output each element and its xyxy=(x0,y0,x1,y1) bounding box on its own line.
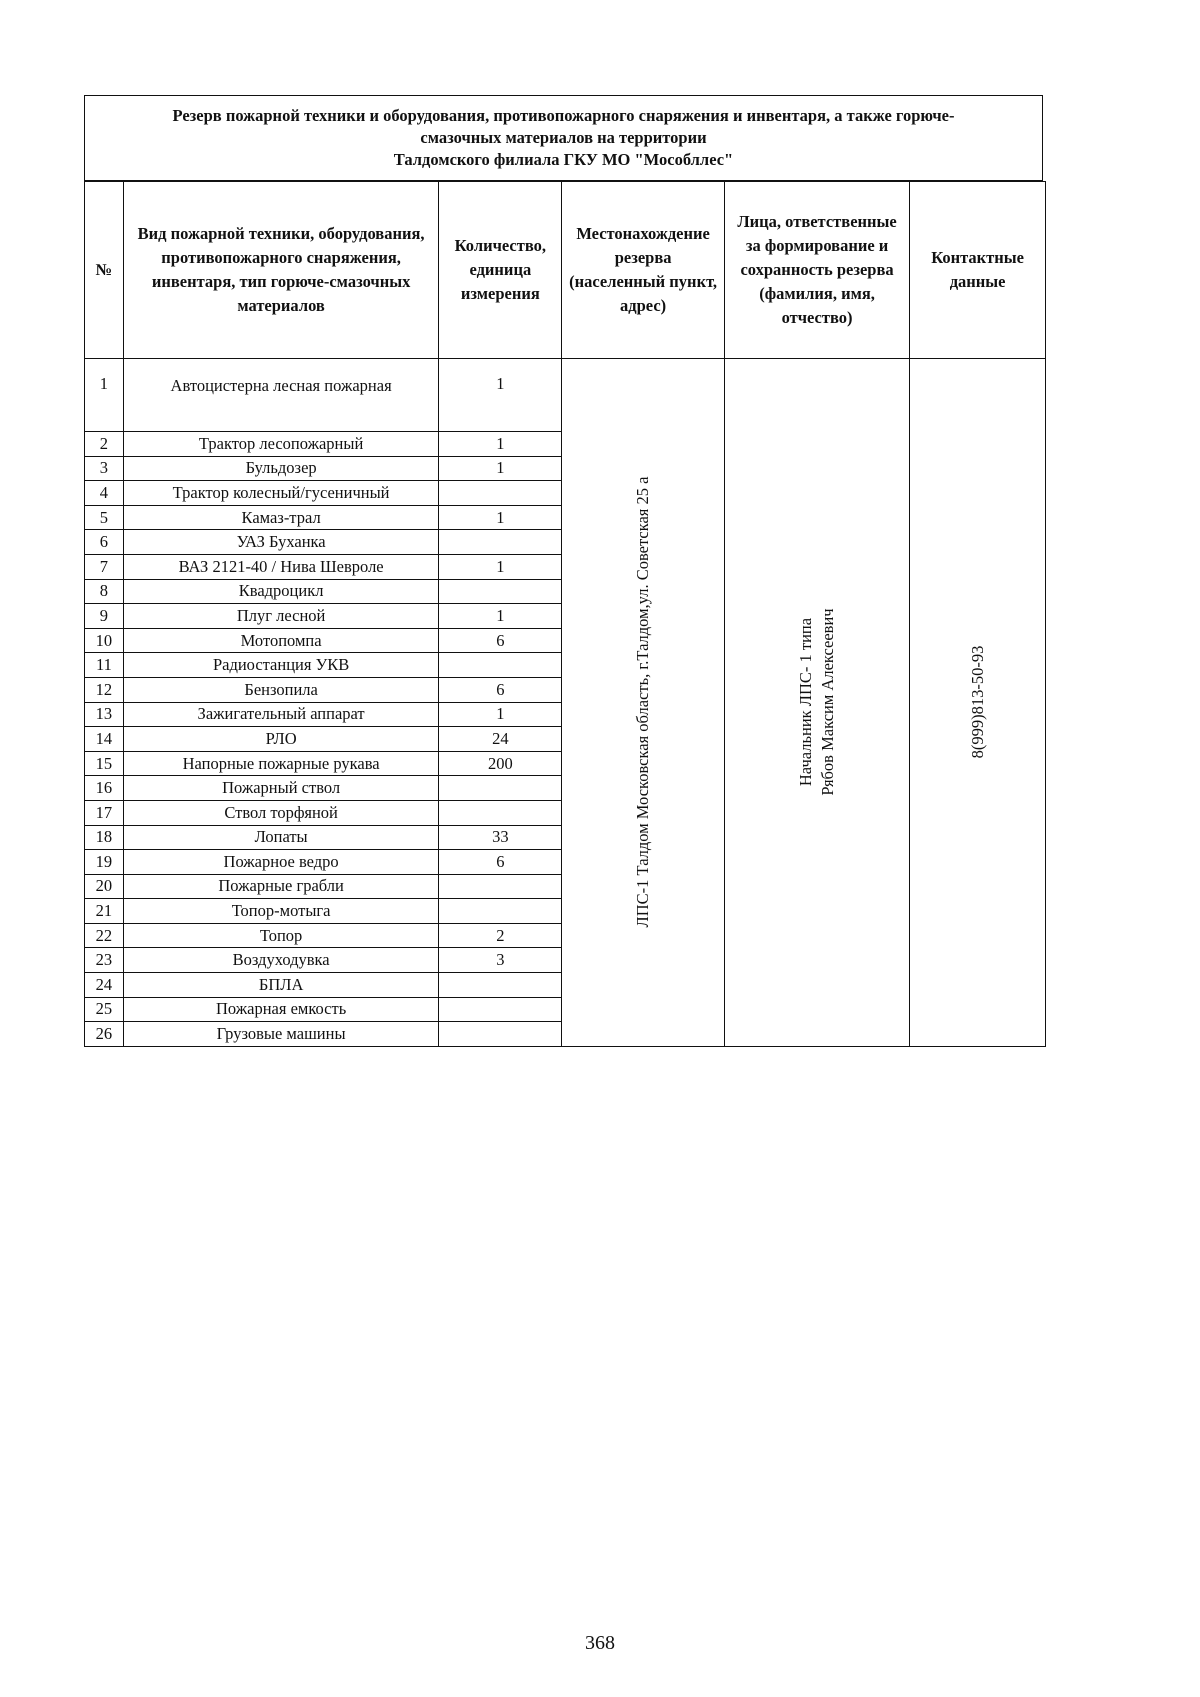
row-quantity xyxy=(439,800,562,825)
row-item: Лопаты xyxy=(123,825,439,850)
contacts-text: 8(999)813-50-93 xyxy=(967,646,987,759)
row-item: Камаз-трал xyxy=(123,505,439,530)
row-quantity: 3 xyxy=(439,948,562,973)
row-number: 21 xyxy=(85,899,124,924)
row-quantity: 1 xyxy=(439,604,562,629)
row-number: 5 xyxy=(85,505,124,530)
header-number: № xyxy=(85,182,124,359)
row-number: 16 xyxy=(85,776,124,801)
row-item: Трактор лесопожарный xyxy=(123,432,439,457)
row-number: 25 xyxy=(85,997,124,1022)
row-item: Напорные пожарные рукава xyxy=(123,751,439,776)
row-item: Топор-мотыга xyxy=(123,899,439,924)
row-item: Плуг лесной xyxy=(123,604,439,629)
row-quantity: 200 xyxy=(439,751,562,776)
row-quantity xyxy=(439,776,562,801)
row-number: 22 xyxy=(85,923,124,948)
row-number: 18 xyxy=(85,825,124,850)
row-number: 3 xyxy=(85,456,124,481)
page-number: 368 xyxy=(585,1632,615,1654)
row-item: РЛО xyxy=(123,727,439,752)
location-cell xyxy=(562,359,725,1047)
row-quantity: 6 xyxy=(439,850,562,875)
row-item: УАЗ Буханка xyxy=(123,530,439,555)
responsible-cell xyxy=(724,359,909,1047)
row-quantity xyxy=(439,1022,562,1047)
row-quantity: 6 xyxy=(439,628,562,653)
contacts-cell xyxy=(910,359,1046,1047)
row-quantity: 1 xyxy=(439,554,562,579)
header-contacts: Контактные данные xyxy=(910,182,1046,359)
row-number: 10 xyxy=(85,628,124,653)
row-quantity xyxy=(439,481,562,506)
row-number: 24 xyxy=(85,973,124,998)
header-quantity: Количество, единица измерения xyxy=(439,182,562,359)
row-number: 23 xyxy=(85,948,124,973)
row-item: Воздуходувка xyxy=(123,948,439,973)
row-item: ВАЗ 2121-40 / Нива Шевроле xyxy=(123,554,439,579)
row-item: Мотопомпа xyxy=(123,628,439,653)
row-number: 20 xyxy=(85,874,124,899)
row-item: Квадроцикл xyxy=(123,579,439,604)
row-item: Грузовые машины xyxy=(123,1022,439,1047)
row-number: 6 xyxy=(85,530,124,555)
location-text: ЛПС-1 Талдом Московская область, г.Талдом,ул. Советская 25 а xyxy=(633,476,653,928)
table-body xyxy=(85,359,1046,1047)
reserve-table xyxy=(84,181,1046,1047)
row-item: БПЛА xyxy=(123,973,439,998)
row-item: Пожарный ствол xyxy=(123,776,439,801)
row-number: 8 xyxy=(85,579,124,604)
row-item: Бульдозер xyxy=(123,456,439,481)
row-number: 13 xyxy=(85,702,124,727)
row-quantity xyxy=(439,997,562,1022)
row-item: Пожарное ведро xyxy=(123,850,439,875)
row-quantity: 1 xyxy=(439,456,562,481)
row-item: Автоцистерна лесная пожарная xyxy=(123,359,439,432)
row-item: Топор xyxy=(123,923,439,948)
row-quantity: 1 xyxy=(439,702,562,727)
row-number: 9 xyxy=(85,604,124,629)
row-item: Радиостанция УКВ xyxy=(123,653,439,678)
document-title xyxy=(84,95,1043,181)
row-quantity xyxy=(439,899,562,924)
table-header-row xyxy=(85,182,1046,359)
row-quantity: 33 xyxy=(439,825,562,850)
row-item: Трактор колесный/гусеничный xyxy=(123,481,439,506)
row-number: 14 xyxy=(85,727,124,752)
row-number: 11 xyxy=(85,653,124,678)
title-line-3: Талдомского филиала ГКУ МО "Мособллес" xyxy=(393,150,734,169)
row-quantity: 1 xyxy=(439,432,562,457)
row-quantity: 6 xyxy=(439,677,562,702)
row-number: 4 xyxy=(85,481,124,506)
header-item: Вид пожарной техники, оборудования, противопожарного снаряжения, инвентаря, тип горюче-смазочных материалов xyxy=(123,182,439,359)
row-number: 12 xyxy=(85,677,124,702)
table-row xyxy=(85,359,1046,432)
row-quantity xyxy=(439,653,562,678)
title-line-2: смазочных материалов на территории xyxy=(420,128,707,147)
row-number: 15 xyxy=(85,751,124,776)
row-quantity xyxy=(439,579,562,604)
row-quantity xyxy=(439,973,562,998)
row-number: 19 xyxy=(85,850,124,875)
responsible-text xyxy=(795,609,839,796)
row-item: Ствол торфяной xyxy=(123,800,439,825)
row-quantity: 24 xyxy=(439,727,562,752)
row-number: 2 xyxy=(85,432,124,457)
row-number: 1 xyxy=(85,359,124,432)
row-quantity: 1 xyxy=(439,359,562,432)
row-number: 26 xyxy=(85,1022,124,1047)
title-line-1: Резерв пожарной техники и оборудования, противопожарного снаряжения и инвентаря, а также горюче- xyxy=(172,106,955,125)
row-quantity xyxy=(439,530,562,555)
row-number: 17 xyxy=(85,800,124,825)
row-item: Пожарные грабли xyxy=(123,874,439,899)
responsible-line: Рябов Максим Алексеевич xyxy=(818,608,838,797)
row-quantity: 1 xyxy=(439,505,562,530)
row-item: Зажигательный аппарат xyxy=(123,702,439,727)
responsible-line: Начальник ЛПС- 1 типа xyxy=(796,618,816,787)
header-responsible: Лица, ответственные за формирование и сохранность резерва (фамилия, имя, отчество) xyxy=(724,182,909,359)
row-quantity xyxy=(439,874,562,899)
row-item: Пожарная емкость xyxy=(123,997,439,1022)
row-number: 7 xyxy=(85,554,124,579)
header-location: Местонахождение резерва (населенный пункт, адрес) xyxy=(562,182,725,359)
row-quantity: 2 xyxy=(439,923,562,948)
row-item: Бензопила xyxy=(123,677,439,702)
